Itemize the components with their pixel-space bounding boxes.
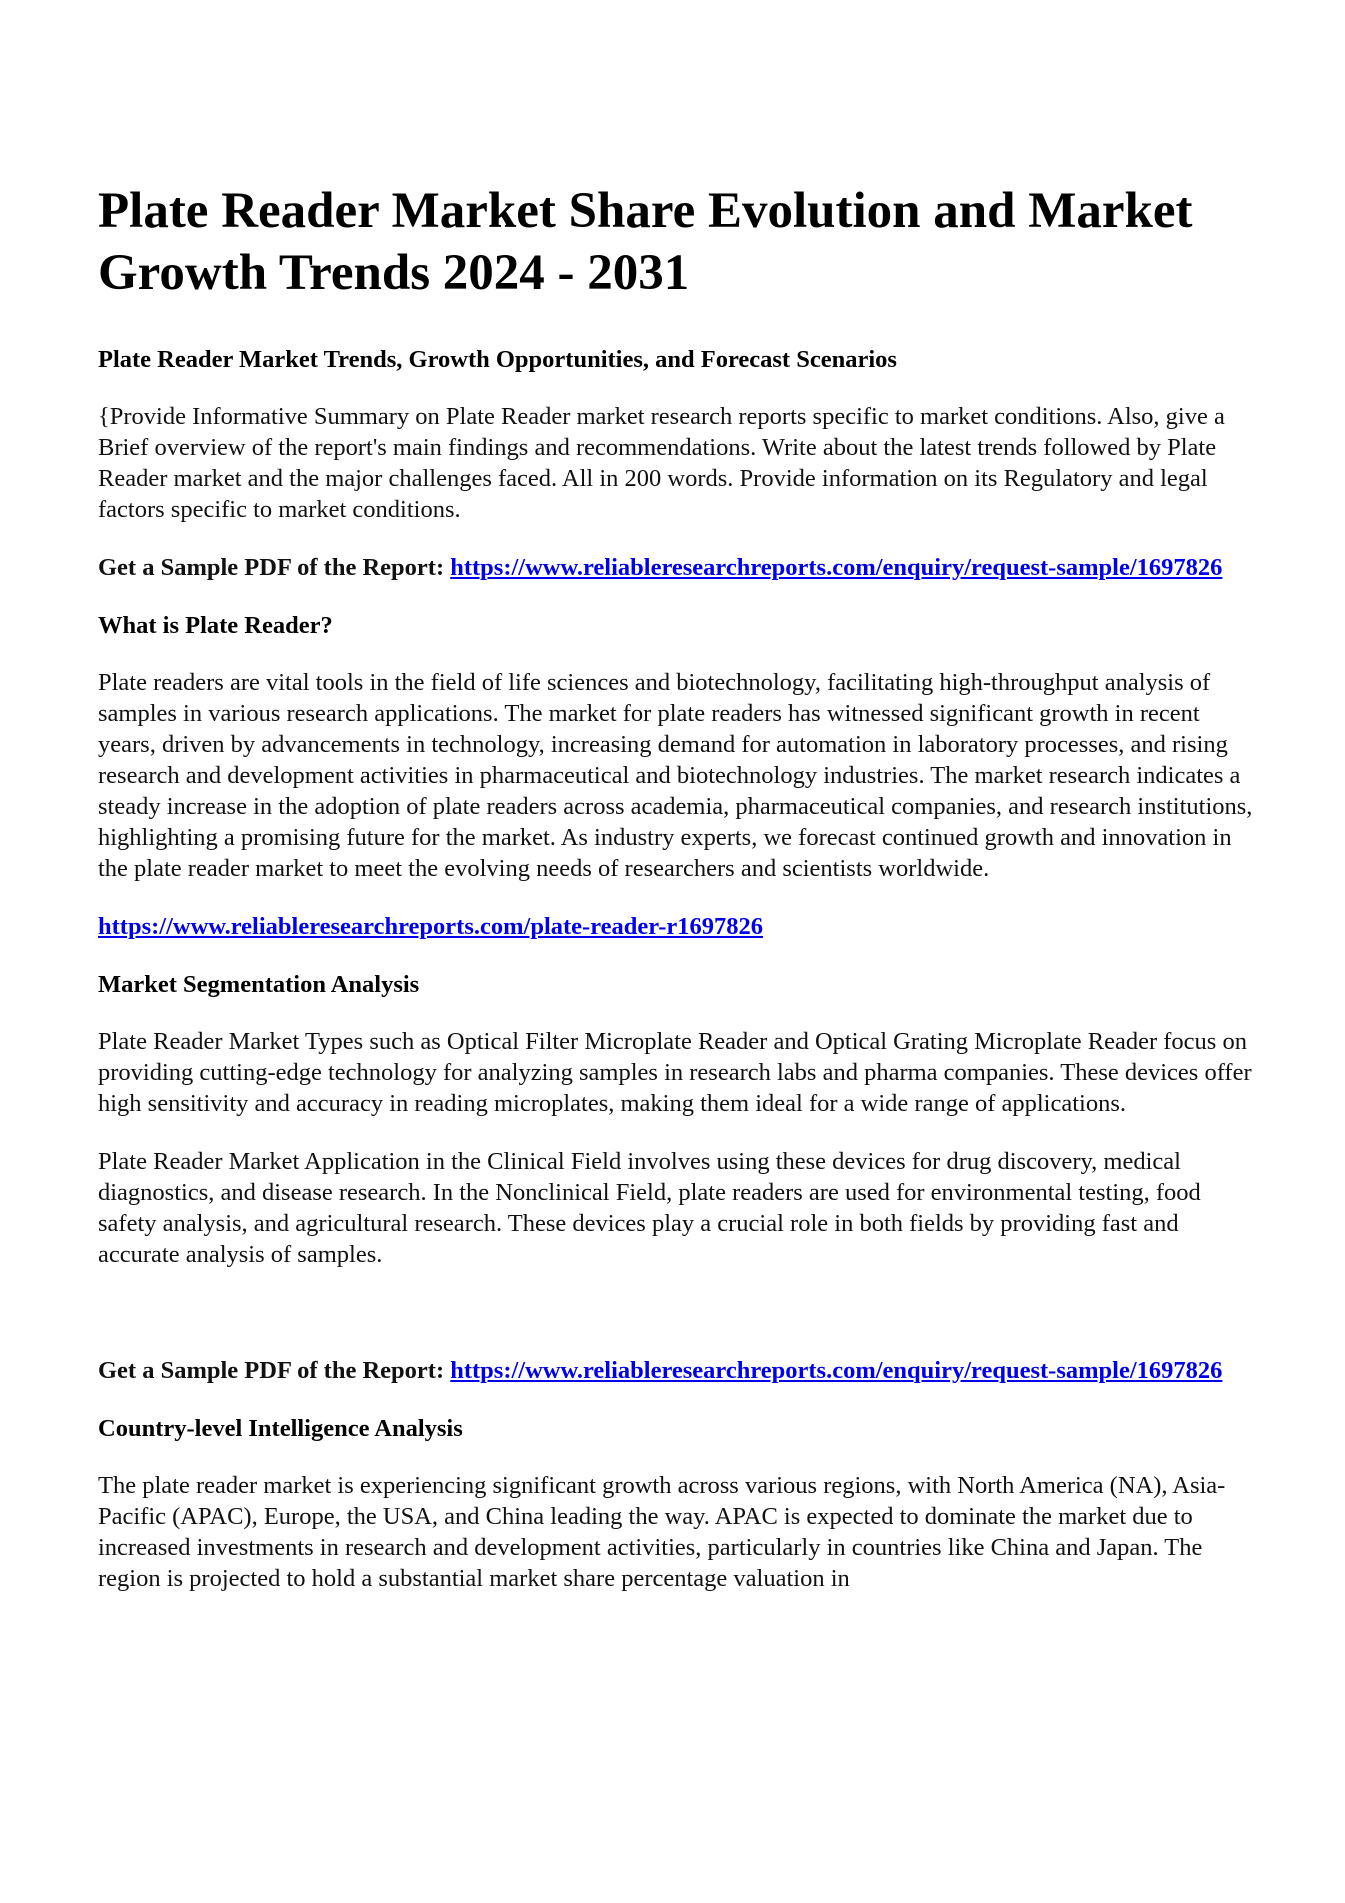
sample-pdf-label: Get a Sample PDF of the Report: [98,554,451,581]
sample-pdf-link-2[interactable]: https://www.reliableresearchreports.com/enquiry/request-sample/1697826 [450,1357,1223,1384]
subtitle-heading: Plate Reader Market Trends, Growth Opportunities, and Forecast Scenarios [98,346,897,373]
page-title: Plate Reader Market Share Evolution and Market Growth Trends 2024 - 2031 [98,183,1193,301]
segmentation-heading: Market Segmentation Analysis [98,971,420,998]
country-heading: Country-level Intelligence Analysis [98,1415,463,1442]
country-paragraph: The plate reader market is experiencing significant growth across various regions, with North America (NA), Asia-Pacific (APAC), Europe, the USA, and China leading the way. APAC is expected to dominate the market due to increased investments in research and development activities, particularly in countries like China and Japan. The region is projected to hold a substantial market share percentage valuation in [98,1472,1226,1592]
segmentation-types-paragraph: Plate Reader Market Types such as Optical Filter Microplate Reader and Optical Grating Microplate Reader focus on providing cutting-edge technology for analyzing samples in research labs and pharma companies. These devices offer high sensitivity and accuracy in reading microplates, making them ideal for a wide range of applications. [98,1028,1252,1117]
intro-paragraph: {Provide Informative Summary on Plate Reader market research reports specific to market conditions. Also, give a Brief overview of the report's main findings and recommendations. Write about the latest trends followed by Plate Reader market and the major challenges faced. All in 200 words. Provide information on its Regulatory and legal factors specific to market conditions. [98,403,1225,523]
report-link[interactable]: https://www.reliableresearchreports.com/plate-reader-r1697826 [98,913,763,940]
sample-pdf-link[interactable]: https://www.reliableresearchreports.com/enquiry/request-sample/1697826 [450,554,1223,581]
sample-pdf-line [98,552,1258,583]
sample-pdf-line-2 [98,1355,1258,1386]
what-is-paragraph: Plate readers are vital tools in the field of life sciences and biotechnology, facilitating high-throughput analysis of samples in various research applications. The market for plate readers has witnessed significant growth in recent years, driven by advancements in technology, increasing demand for automation in laboratory processes, and rising research and development activities in pharmaceutical and biotechnology industries. The market research indicates a steady increase in the adoption of plate readers across academia, pharmaceutical companies, and research institutions, highlighting a promising future for the market. As industry experts, we forecast continued growth and innovation in the plate reader market to meet the evolving needs of researchers and scientists worldwide. [98,669,1253,882]
blank-spacer [98,1297,1258,1355]
segmentation-applications-paragraph: Plate Reader Market Application in the Clinical Field involves using these devices for drug discovery, medical diagnostics, and disease research. In the Nonclinical Field, plate readers are used for environmental testing, food safety analysis, and agricultural research. These devices play a crucial role in both fields by providing fast and accurate analysis of samples. [98,1148,1201,1268]
what-is-heading: What is Plate Reader? [98,612,333,639]
sample-pdf-label-2: Get a Sample PDF of the Report: [98,1357,451,1384]
report-link-line [98,911,1258,942]
document-page [98,180,1258,1621]
